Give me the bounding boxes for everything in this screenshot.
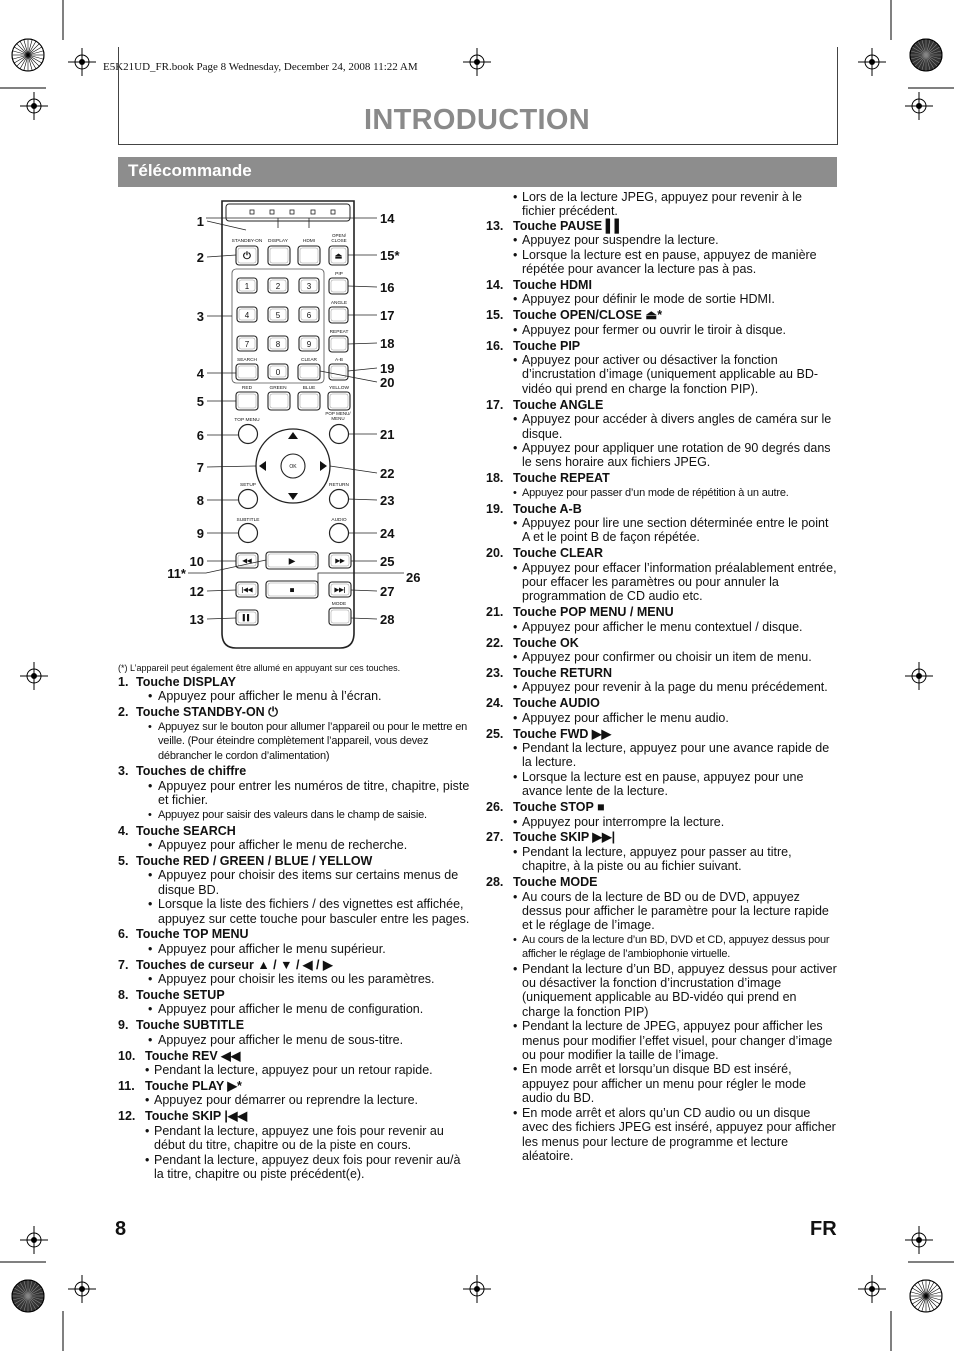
mode-button-shape [329, 608, 351, 625]
led-indicator [270, 210, 274, 214]
stop-button-glyph: ■ [289, 585, 295, 595]
item-title: Touche SETUP [136, 988, 225, 1003]
callout-left: 5 [196, 394, 204, 409]
item-title: Touche SUBTITLE [136, 1018, 245, 1033]
item-title: Touche REV ◀◀ [145, 1048, 241, 1063]
digit-label: 8 [275, 340, 281, 349]
item-title: Touche OK [513, 635, 579, 650]
list-bullet: • Pendant la lecture, appuyez pour passer au titre, chapitre, à la piste ou au fichier suivant. [486, 845, 838, 874]
digit-6-button[interactable] [299, 307, 319, 322]
blue-label: BLUE [302, 386, 316, 391]
pop-menu-label: POP MENU/ MENU [325, 411, 351, 421]
digit-label: 4 [244, 311, 250, 320]
digit-2-button[interactable] [268, 278, 288, 293]
hdmi-button[interactable] [298, 246, 320, 265]
item-heading [486, 278, 838, 292]
file-info: E5K21UD_FR.book Page 8 Wednesday, December 24, 2008 11:22 AM [103, 61, 418, 73]
led-indicator [250, 210, 254, 214]
list-item [118, 764, 470, 822]
hdmi-label: HDMI [302, 239, 316, 244]
list-bullet: • Appuyez pour afficher le menu supérieur. [118, 942, 470, 956]
pause-button[interactable] [236, 610, 258, 625]
list-item [118, 1079, 470, 1108]
ok-label: OK [289, 464, 297, 470]
list-bullet: • Lorsque la lecture est en pause, appuyez de manière répétée pour avancer la lecture pas à pas. [486, 248, 838, 277]
callout-right: 19 [380, 361, 395, 376]
list-item [486, 875, 838, 1163]
list-bullet: • Appuyez pour appliquer une rotation de 90 degrés dans le sens horaire aux fichiers JPEG. [486, 441, 838, 470]
callout-left: 1 [196, 214, 204, 229]
item-number: 7. [118, 957, 129, 972]
item-number: 14. [486, 277, 504, 292]
digit-1-button[interactable] [237, 278, 257, 293]
callout-right: 27 [380, 584, 395, 599]
stop-button[interactable] [266, 581, 318, 598]
callout-left: 12 [189, 584, 204, 599]
item-number: 21. [486, 605, 504, 620]
list-bullet: • Pendant la lecture, appuyez deux fois pour revenir au/à la titre, chapitre ou piste précédent(e). [118, 1153, 470, 1182]
list-item [118, 958, 470, 987]
list-bullet: • Appuyez pour définir le mode de sortie HDMI. [486, 292, 838, 306]
clear-label: CLEAR [301, 358, 317, 363]
item-title: Touche PIP [513, 338, 581, 353]
list-bullet: • Appuyez pour afficher le menu audio. [486, 711, 838, 725]
callout-line [351, 590, 377, 591]
item-number: 20. [486, 546, 504, 561]
list-item [118, 988, 470, 1017]
item-number: 26. [486, 800, 504, 815]
top-menu-label: TOP MENU [234, 418, 260, 423]
callout-right: 24 [380, 526, 395, 541]
list-bullet: • Appuyez pour passer d’un mode de répétition à un autre. [486, 486, 838, 500]
item-number: 11. [118, 1078, 135, 1093]
callout-right: 23 [380, 493, 395, 508]
callout-right: 25 [380, 554, 395, 569]
setup-label: SETUP [240, 483, 256, 488]
green-button-shape [268, 392, 290, 410]
list-bullet: • Appuyez pour effacer l’information préalablement entrée, pour effacer les paramètres ou pour annuler la programmation de CD audio etc. [486, 561, 838, 604]
setup-button-shape [239, 490, 258, 509]
play-button[interactable] [266, 552, 318, 569]
item-number: 8. [118, 988, 129, 1003]
digit-label: 7 [244, 340, 250, 349]
footnote: (*) L’appareil peut également être allumé en appuyant sur ces touches. [118, 663, 401, 673]
list-item [486, 636, 838, 665]
search-button[interactable] [236, 364, 258, 380]
item-title: Touche STANDBY-ON ⏻ [136, 705, 279, 720]
item-heading [486, 605, 838, 619]
item-number: 10. [118, 1048, 136, 1063]
list-bullet: • En mode arrêt et alors qu’un CD audio ou un disque avec des fichiers JPEG est inséré, appuyez pour afficher les menus pour lecture de programme et lecture aléatoire. [486, 1106, 838, 1164]
item-heading [118, 764, 470, 778]
audio-button[interactable] [330, 524, 349, 543]
page-title: INTRODUCTION [364, 104, 590, 136]
item-heading [486, 800, 838, 814]
item-title: Touches de curseur ▲ / ▼ / ◀ / ▶ [136, 957, 333, 972]
standby-on-button[interactable] [236, 246, 258, 265]
green-button[interactable] [268, 392, 290, 410]
digit-3-button[interactable] [299, 278, 319, 293]
item-heading [486, 546, 838, 560]
list-item [486, 471, 838, 500]
list-bullet: • Pendant la lecture, appuyez une fois pour revenir au début du titre, chapitre ou de la piste en cours. [118, 1124, 470, 1153]
list-item [118, 1049, 470, 1078]
play-button-glyph: ▶ [288, 556, 296, 566]
standby-label: STANDBY-ON [231, 239, 263, 244]
mode-button[interactable] [329, 608, 351, 625]
item-title: Touche MODE [513, 875, 598, 890]
item-number: 9. [118, 1018, 129, 1033]
list-bullet: • Lors de la lecture JPEG, appuyez pour revenir à le fichier précédent. [486, 190, 838, 219]
list-item [486, 800, 838, 829]
item-number: 18. [486, 471, 504, 486]
item-heading [118, 854, 470, 868]
callout-left: 2 [196, 250, 204, 265]
item-heading [486, 636, 838, 650]
list-bullet: • Pendant la lecture, appuyez pour une avance rapide de la lecture. [486, 741, 838, 770]
item-title: Touche AUDIO [513, 696, 600, 711]
digit-label: 2 [275, 282, 281, 291]
list-bullet: • Appuyez pour confirmer ou choisir un item de menu. [486, 650, 838, 664]
callout-left: 6 [196, 428, 204, 443]
item-heading [118, 675, 470, 689]
led-indicator [311, 210, 315, 214]
callout-left: 4 [196, 366, 204, 381]
item-number: 6. [118, 927, 129, 942]
item-number: 3. [118, 764, 129, 779]
item-heading [486, 308, 838, 322]
top-menu-button-shape [239, 425, 258, 444]
list-bullet: • Appuyez pour démarrer ou reprendre la lecture. [118, 1093, 470, 1107]
item-number: 12. [118, 1109, 136, 1124]
list-bullet: • Appuyez pour afficher le menu de recherche. [118, 838, 470, 852]
item-title: Touche REPEAT [513, 471, 610, 486]
left-column-list [118, 675, 470, 1183]
item-title: Touche PAUSE ▌▌ [513, 218, 624, 233]
fwd-button-glyph: ▶▶ [335, 558, 345, 565]
rev-button-glyph: ◀◀ [242, 558, 252, 565]
audio-button-shape [330, 524, 349, 543]
list-bullet: • Appuyez pour lire une section déterminée entre le point A et le point B de façon répétée. [486, 516, 838, 545]
list-item [486, 666, 838, 695]
callout-right: 17 [380, 308, 395, 323]
callout-right: 14 [380, 211, 395, 226]
return-label: RETURN [329, 483, 349, 488]
item-heading [118, 824, 470, 838]
item-title: Touche ANGLE [513, 397, 604, 412]
list-item [486, 339, 838, 397]
open-close-button-glyph: ⏏ [334, 251, 343, 261]
item-title: Touches de chiffre [136, 764, 247, 779]
list-bullet: • Appuyez pour afficher le menu à l’écran. [118, 689, 470, 703]
item-heading [486, 398, 838, 412]
item-number: 5. [118, 853, 129, 868]
item-heading [118, 958, 470, 972]
item-heading [118, 1018, 470, 1032]
digit-label: 0 [275, 368, 281, 377]
item-heading [486, 696, 838, 710]
pop-menu-button[interactable] [330, 425, 349, 444]
item-heading [118, 988, 470, 1002]
digit-8-button[interactable] [268, 336, 288, 351]
item-number: 1. [118, 675, 129, 689]
right-column-list [486, 190, 838, 1165]
digit-9-button[interactable] [299, 336, 319, 351]
item-number: 27. [486, 830, 504, 845]
ab-button[interactable] [329, 364, 348, 380]
item-title: Touche PLAY ▶* [145, 1078, 242, 1093]
list-item [486, 308, 838, 337]
callout-left: 7 [196, 460, 204, 475]
list-bullet: • Pendant la lecture de JPEG, appuyez pour afficher les menus pour modifier l’effet visuel, pour changer d’image ou pour modifier la taille de l’image. [486, 1019, 838, 1062]
list-bullet: • Au cours de la lecture d’un BD, DVD et CD, appuyez dessus pour afficher le réglage de l’ambiophonie virtuelle. [486, 933, 838, 962]
list-bullet: • Appuyez pour fermer ou ouvrir le tiroir à disque. [486, 323, 838, 337]
item-title: Touche POP MENU / MENU [513, 605, 674, 620]
callout-right: 22 [380, 466, 395, 481]
item-heading [486, 727, 838, 741]
list-item [118, 854, 470, 926]
list-item [118, 824, 470, 853]
item-number: 2. [118, 705, 129, 720]
skip-forward-button-glyph: ▶▶| [334, 587, 346, 594]
fwd-button[interactable] [329, 553, 351, 568]
list-bullet: • Appuyez pour choisir les items ou les paramètres. [118, 972, 470, 986]
item-title: Touche FWD ▶▶ [513, 726, 612, 741]
list-item [486, 502, 838, 545]
item-title: Touche CLEAR [513, 546, 604, 561]
search-button-shape [236, 364, 258, 380]
led-indicator [290, 210, 294, 214]
red-label: RED [241, 386, 253, 391]
list-bullet: • Appuyez pour choisir des items sur certains menus de disque BD. [118, 868, 470, 897]
callout-line [351, 618, 377, 619]
pip-label: PIP [335, 272, 343, 277]
clear-button-shape [298, 364, 320, 380]
list-item [118, 1018, 470, 1047]
digit-label: 3 [306, 282, 312, 291]
subtitle-button[interactable] [239, 524, 258, 543]
item-title: Touche RED / GREEN / BLUE / YELLOW [136, 853, 373, 868]
list-item [118, 705, 470, 763]
item-title: Touche DISPLAY [136, 675, 237, 689]
item-number: 23. [486, 666, 504, 680]
callout-left: 9 [196, 526, 204, 541]
list-bullet: • Appuyez pour interrompre la lecture. [486, 815, 838, 829]
list-bullet: • Lorsque la lecture est en pause, appuyez pour une avance lente de la lecture. [486, 770, 838, 799]
list-item [118, 927, 470, 956]
ab-label: A-B [335, 358, 343, 363]
list-bullet: • Appuyez pour revenir à la page du menu précédement. [486, 680, 838, 694]
digit-0-button[interactable] [268, 364, 288, 379]
item-title: Touche SEARCH [136, 823, 236, 838]
item-heading [486, 339, 838, 353]
skip-back-button[interactable] [236, 582, 258, 597]
pop-menu-button-shape [330, 425, 349, 444]
callout-left: 10 [189, 554, 204, 569]
repeat-button[interactable] [329, 336, 348, 352]
pause-button-glyph: ▌▌ [242, 615, 252, 622]
setup-button[interactable] [239, 490, 258, 509]
list-bullet: • Au cours de la lecture de BD ou de DVD, appuyez dessus pour afficher le paramètre pour la lecture rapide et le réglage de l’image. [486, 890, 838, 933]
item-heading [486, 666, 838, 680]
item-title: Touche SKIP ▶▶| [513, 830, 616, 845]
yellow-button[interactable] [328, 392, 350, 410]
list-bullet: • Appuyez pour afficher le menu de sous-titre. [118, 1033, 470, 1047]
list-item [486, 605, 838, 634]
digit-label: 1 [244, 282, 250, 291]
list-bullet: • Appuyez pour accéder à divers angles de caméra sur le disque. [486, 412, 838, 441]
callout-right: 28 [380, 612, 395, 627]
digit-5-button[interactable] [268, 307, 288, 322]
led-indicator [331, 210, 335, 214]
open-close-label: OPEN/ CLOSE [331, 233, 347, 243]
item-number: 4. [118, 823, 129, 838]
item-number: 28. [486, 875, 504, 890]
callout-left: 11* [167, 566, 186, 581]
return-button-shape [330, 490, 349, 509]
top-menu-button[interactable] [239, 425, 258, 444]
list-bullet: • Pendant la lecture, appuyez pour un retour rapide. [118, 1063, 470, 1077]
item-heading [118, 927, 470, 941]
digit-label: 5 [275, 311, 281, 320]
blue-button-shape [298, 392, 320, 410]
list-bullet: • Appuyez pour afficher le menu contextuel / disque. [486, 620, 838, 634]
angle-label: ANGLE [330, 301, 348, 306]
list-bullet: • Appuyez pour saisir des valeurs dans le champ de saisie. [118, 808, 470, 822]
list-item [486, 398, 838, 470]
open-close-button[interactable] [329, 246, 348, 265]
item-title: Touche OPEN/CLOSE ⏏* [513, 308, 663, 323]
item-heading [118, 1049, 470, 1063]
list-item [486, 696, 838, 725]
callout-right: 21 [380, 427, 395, 442]
item-number: 17. [486, 397, 504, 412]
item-heading [118, 1079, 470, 1093]
yellow-button-shape [328, 392, 350, 410]
pip-button[interactable] [329, 278, 348, 294]
item-number: 16. [486, 338, 504, 353]
standby-on-button-glyph: ⏻ [243, 251, 251, 263]
digit-label: 9 [306, 340, 312, 349]
list-item [486, 219, 838, 277]
subtitle-button-shape [239, 524, 258, 543]
blue-button[interactable] [298, 392, 320, 410]
digit-label: 6 [306, 311, 312, 320]
list-bullet: • En mode arrêt et lorsqu’un disque BD est inséré, appuyez pour afficher un menu pour régler le mode audio du BD. [486, 1062, 838, 1105]
item-title: Touche A-B [513, 501, 582, 516]
display-label: DISPLAY [268, 239, 288, 244]
item-heading [118, 705, 470, 719]
section-title: Télécommande [128, 161, 252, 180]
list-item [486, 727, 838, 799]
skip-back-button-glyph: |◀◀ [241, 587, 253, 594]
list-bullet: • Pendant la lecture d’un BD, appuyez dessus pour activer ou désactiver la fonction d’incrustation d’image (uniquement applicable au BD-vidéo qui prend en charge la fonction PIP) [486, 962, 838, 1020]
list-bullet: • Appuyez pour suspendre la lecture. [486, 233, 838, 247]
audio-label: AUDIO [331, 518, 347, 523]
search-label: SEARCH [237, 358, 257, 363]
item-title: Touche TOP MENU [136, 927, 249, 942]
list-item [486, 546, 838, 604]
item-number: 22. [486, 635, 504, 650]
digit-4-button[interactable] [237, 307, 257, 322]
item-number: 25. [486, 726, 504, 741]
item-title: Touche STOP ■ [513, 800, 605, 815]
page-language: FR [810, 1218, 837, 1240]
list-item [118, 1109, 470, 1181]
mode-label: MODE [331, 602, 347, 607]
callout-right: 26 [406, 570, 421, 585]
angle-button[interactable] [329, 307, 348, 323]
item-heading [486, 219, 838, 233]
list-item [486, 830, 838, 873]
list-bullet: • Appuyez pour entrer les numéros de titre, chapitre, piste et fichier. [118, 779, 470, 808]
green-label: GREEN [269, 386, 287, 391]
list-item [486, 278, 838, 307]
digit-7-button[interactable] [237, 336, 257, 351]
subtitle-label: SUBTITLE [236, 518, 260, 523]
red-button[interactable] [236, 392, 258, 410]
callout-right: 18 [380, 336, 395, 351]
callout-right: 16 [380, 280, 395, 295]
list-bullet: • Appuyez pour afficher le menu de configuration. [118, 1002, 470, 1016]
item-title: Touche HDMI [513, 277, 592, 292]
item-heading [486, 502, 838, 516]
remote-control-diagram [118, 193, 421, 658]
clear-button[interactable] [298, 364, 320, 380]
display-button[interactable] [268, 246, 290, 265]
list-item [118, 675, 470, 704]
callout-left: 8 [196, 493, 204, 508]
item-heading [486, 830, 838, 844]
callout-left: 13 [189, 612, 204, 627]
item-title: Touche RETURN [513, 666, 613, 680]
list-bullet: • Appuyez sur le bouton pour allumer l’appareil ou pour le mettre en veille. (Pour éteindre complètement l’appareil, vous devez débrancher le cordon d’alimentation) [118, 720, 470, 763]
page-number: 8 [115, 1218, 127, 1240]
callout-left: 3 [196, 309, 204, 324]
item-heading [118, 1109, 470, 1123]
item-number: 19. [486, 501, 504, 516]
display-button-shape [268, 246, 290, 265]
item-number: 15. [486, 308, 504, 323]
item-heading [486, 875, 838, 889]
item-number: 24. [486, 696, 504, 711]
item-heading [486, 471, 838, 485]
item-title: Touche SKIP |◀◀ [145, 1109, 248, 1124]
return-button[interactable] [330, 490, 349, 509]
hdmi-button-shape [298, 246, 320, 265]
callout-right: 15* [380, 248, 400, 263]
list-bullet: • Appuyez pour activer ou désactiver la fonction d’incrustation d’image (uniquement applicable au BD-vidéo qui prend en charge la fonction PIP). [486, 353, 838, 396]
item-number: 13. [486, 218, 504, 233]
repeat-label: REPEAT [329, 330, 349, 335]
callout-right: 20 [380, 375, 395, 390]
red-button-shape [236, 392, 258, 410]
skip-forward-button[interactable] [329, 582, 351, 597]
section-header [118, 157, 837, 187]
yellow-label: YELLOW [329, 386, 349, 391]
list-bullet: • Lorsque la liste des fichiers / des vignettes est affichée, appuyez sur cette touche pour basculer entre les pages. [118, 897, 470, 926]
